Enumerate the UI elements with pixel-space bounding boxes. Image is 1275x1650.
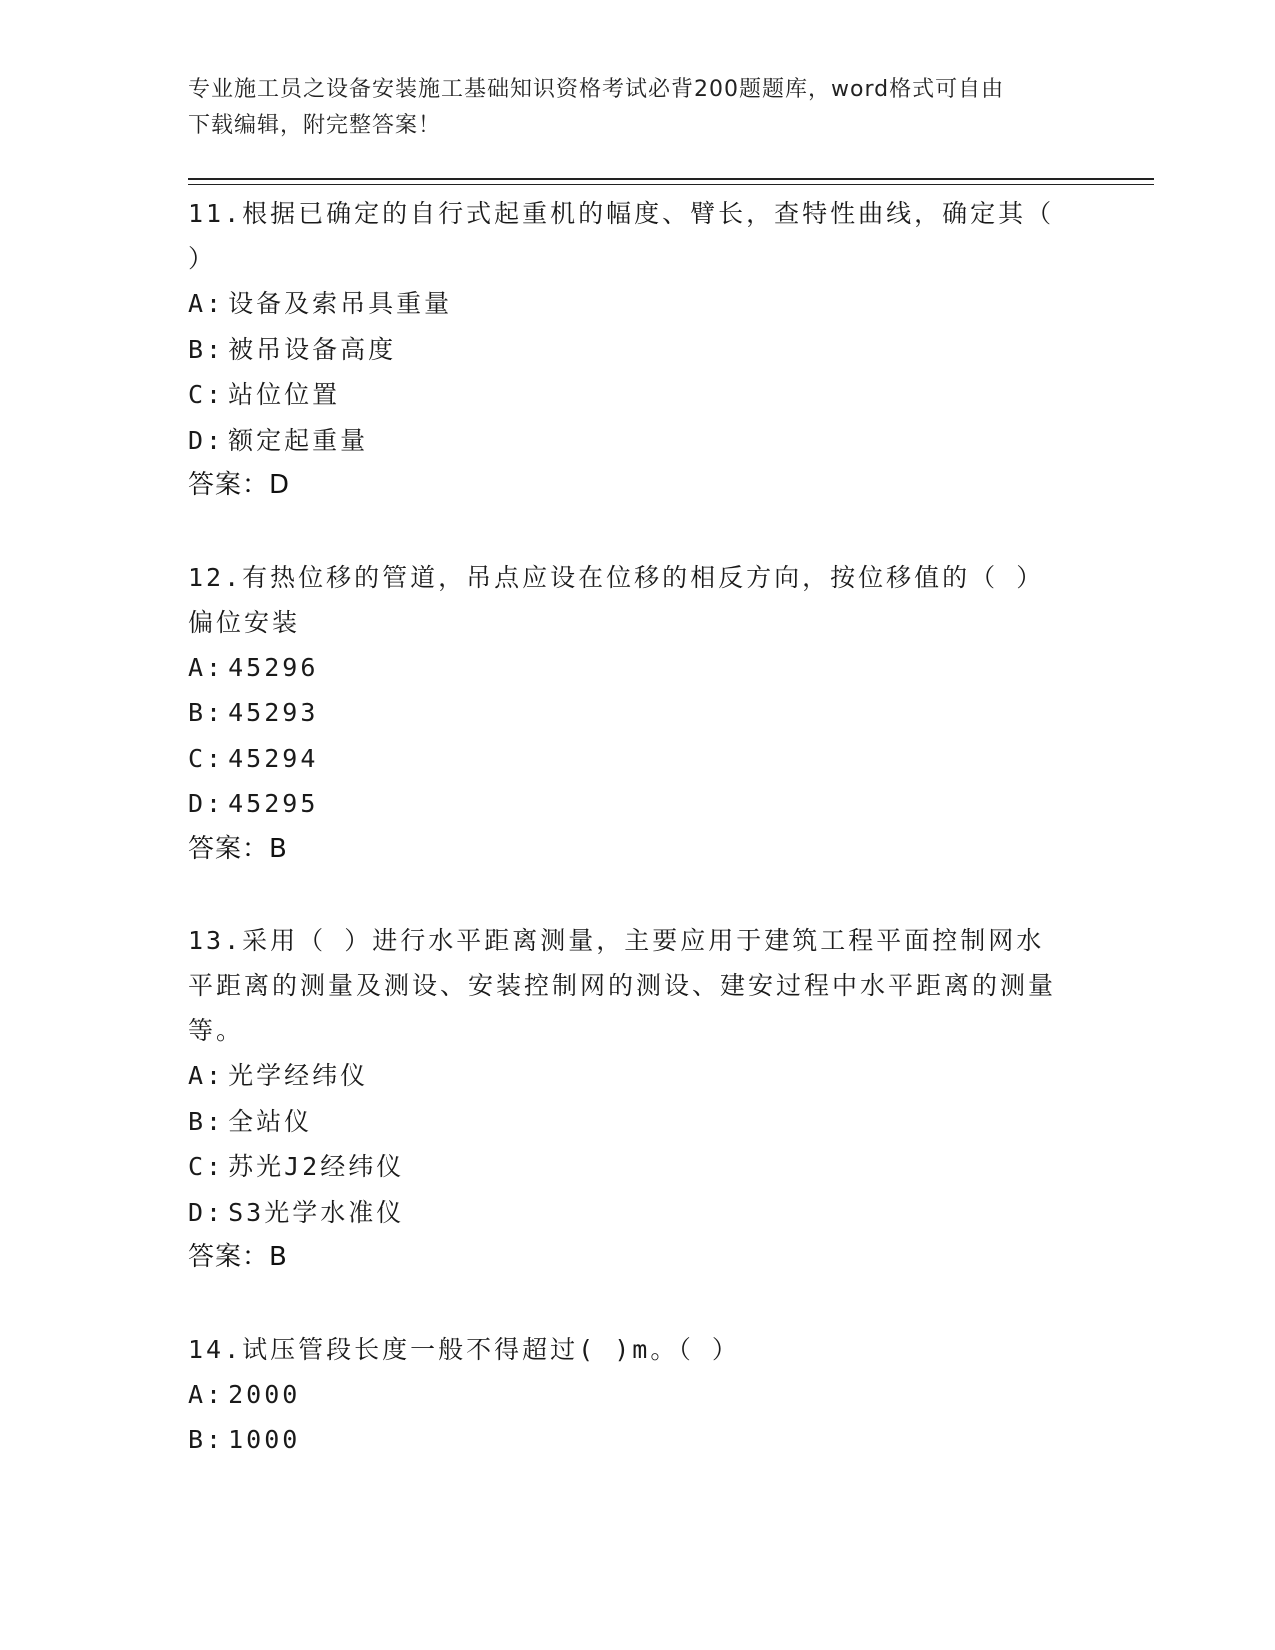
option-text: 45294 [228, 743, 319, 773]
option-text: 全站仪 [228, 1106, 313, 1136]
option-text: 45296 [228, 652, 319, 682]
answer-line: 答案：B [188, 833, 288, 864]
question-stem: 13.采用（ ）进行水平距离测量，主要应用于建筑工程平面控制网水平距离的测量及测设、安装控制网的测设、建安过程中水平距离的测量等。 [188, 926, 1057, 1045]
option-b [188, 327, 1068, 373]
question-stem: 14.试压管段长度一般不得超过( )m。（ ） [188, 1334, 740, 1364]
header-line-1: 专业施工员之设备安装施工基础知识资格考试必背200题题库，word格式可自由 [188, 77, 1005, 102]
option-d [188, 1190, 1068, 1236]
option-a [188, 1053, 1068, 1099]
option-d [188, 418, 1068, 464]
option-a [188, 1372, 1068, 1418]
option-text: 1000 [228, 1425, 301, 1454]
option-b [188, 690, 1068, 736]
option-letter: D: [188, 789, 225, 818]
option-text: 45293 [228, 698, 319, 727]
option-text: 被吊设备高度 [228, 334, 397, 364]
answer-line: 答案：D [188, 470, 291, 500]
header-rule-thick [188, 178, 1154, 180]
option-d [188, 781, 1068, 827]
option-text: 苏光J2经纬仪 [228, 1152, 405, 1181]
option-letter: A: [188, 1379, 225, 1409]
answer-line: 答案：B [188, 1242, 288, 1272]
question-stem: 12.有热位移的管道，吊点应设在位移的相反方向，按位移值的（ ）偏位安装 [188, 562, 1045, 637]
header-line-2: 下载编辑，附完整答案！ [188, 113, 442, 138]
option-text: 额定起重量 [228, 425, 369, 455]
question-14 [188, 1327, 1068, 1463]
option-c [188, 372, 1068, 418]
option-text: S3光学水准仪 [228, 1197, 405, 1227]
option-letter: B: [188, 698, 225, 727]
option-letter: C: [188, 1152, 225, 1181]
option-letter: A: [188, 652, 225, 682]
question-list [188, 191, 1068, 1509]
option-text: 光学经纬仪 [228, 1061, 369, 1090]
question-11 [188, 191, 1068, 509]
option-a [188, 645, 1068, 691]
option-letter: B: [188, 334, 225, 364]
option-letter: D: [188, 425, 225, 455]
option-letter: C: [188, 380, 225, 409]
option-letter: A: [188, 289, 225, 318]
question-stem: 11.根据已确定的自行式起重机的幅度、臂长，查特性曲线，确定其（ ） [188, 199, 1055, 273]
option-c [188, 736, 1068, 782]
option-text: 2000 [228, 1379, 301, 1409]
question-12 [188, 555, 1068, 873]
option-letter: B: [188, 1106, 225, 1136]
option-letter: A: [188, 1061, 225, 1090]
question-13 [188, 918, 1068, 1281]
option-letter: C: [188, 743, 225, 773]
document-header [188, 72, 1068, 144]
header-rule-thin [188, 184, 1154, 185]
option-text: 45295 [228, 789, 319, 818]
option-b [188, 1099, 1068, 1145]
option-c [188, 1144, 1068, 1190]
option-letter: D: [188, 1197, 225, 1227]
option-text: 设备及索吊具重量 [228, 289, 453, 318]
option-text: 站位位置 [228, 380, 341, 409]
option-b [188, 1417, 1068, 1463]
option-letter: B: [188, 1425, 225, 1454]
option-a [188, 281, 1068, 327]
